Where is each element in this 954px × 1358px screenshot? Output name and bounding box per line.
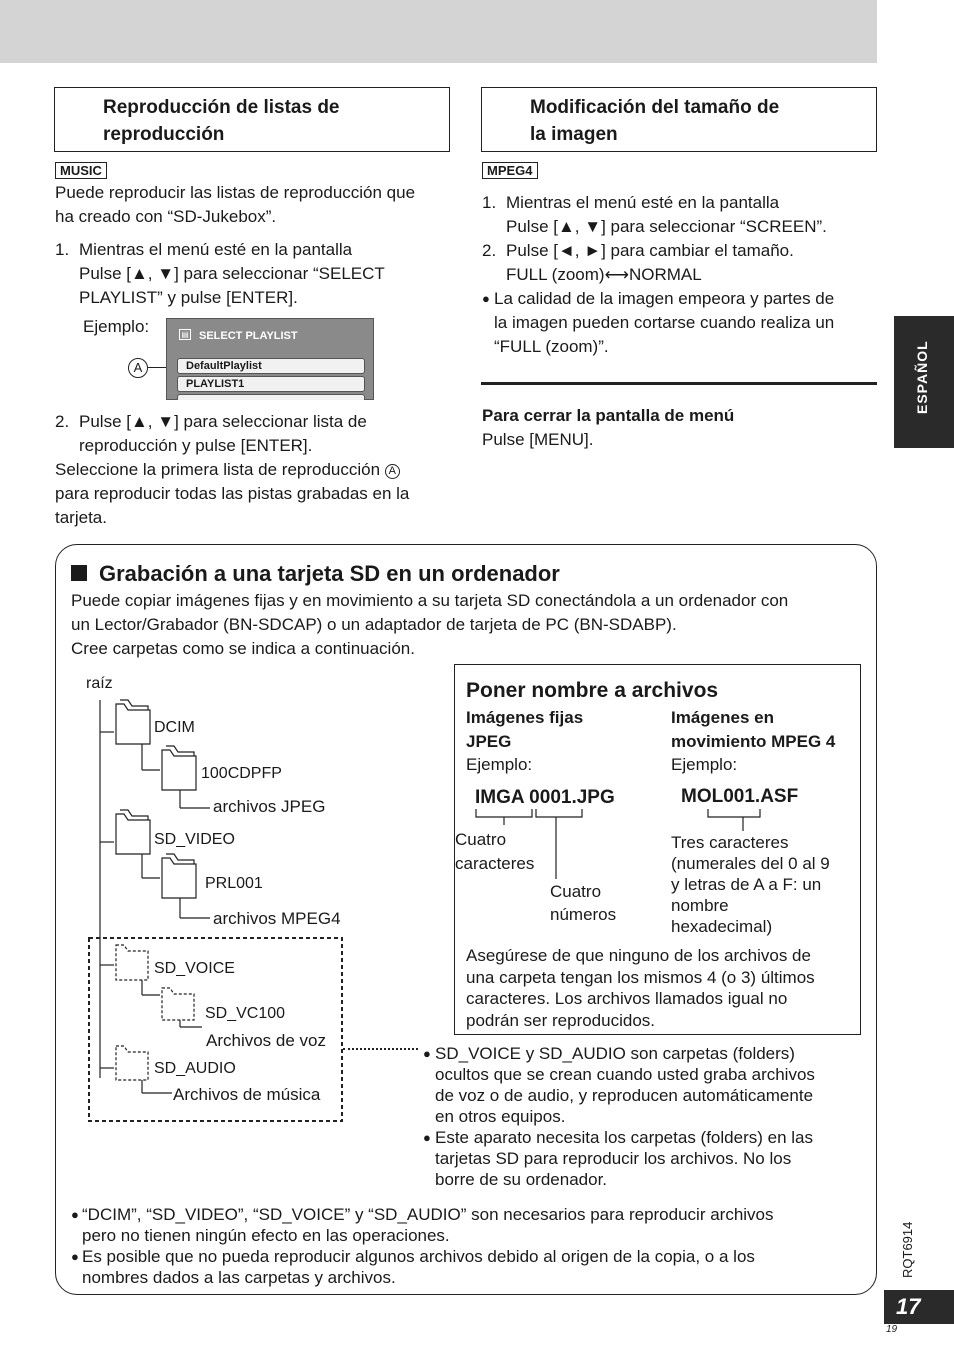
- text-line: “FULL (zoom)”.: [494, 337, 609, 356]
- playlist-intro: [55, 181, 415, 229]
- heading-line: Modificación del tamaño de: [530, 97, 780, 118]
- resize-heading: [481, 87, 877, 152]
- menu-item-default-playlist: DefaultPlaylist: [177, 358, 365, 374]
- text-line: SD_VOICE y SD_AUDIO son carpetas (folders): [435, 1044, 795, 1063]
- tree-mpeg4-files-label: archivos MPEG4: [213, 909, 341, 928]
- sub-page-number: 19: [886, 1324, 898, 1335]
- step-2-number: 2.: [55, 412, 70, 431]
- text-line: Cree carpetas como se indica a continuación.: [71, 639, 415, 658]
- text-line: para reproducir todas las pistas grabadas en la: [55, 484, 410, 503]
- close-menu-text: Pulse [MENU].: [482, 430, 594, 449]
- tree-sd-voice-label: SD_VOICE: [154, 960, 235, 977]
- bullet-icon: ●: [71, 1249, 79, 1264]
- sd-section-heading: [71, 560, 560, 588]
- tree-sd-video-label: SD_VIDEO: [154, 831, 235, 848]
- text-line: Pulse [▲, ▼] para seleccionar “SELECT: [79, 264, 385, 283]
- text-line: Mientras el menú esté en la pantalla: [506, 193, 780, 212]
- menu-item-partial: [177, 394, 365, 400]
- text-line: “DCIM”, “SD_VIDEO”, “SD_VOICE” y “SD_AUDIO” son necesarios para reproducir archivos: [82, 1205, 774, 1224]
- tree-sd-audio-label: SD_AUDIO: [154, 1060, 236, 1077]
- text-line: movimiento MPEG 4: [671, 732, 836, 751]
- movie-heading: [671, 706, 835, 754]
- bullet-icon: ●: [423, 1046, 431, 1061]
- double-arrow-icon: ⟷: [604, 265, 629, 284]
- header-bar: [0, 0, 877, 63]
- text-line: números: [550, 905, 617, 924]
- language-label: ESPAÑOL: [914, 340, 930, 414]
- text-line: Mientras el menú esté en la pantalla: [79, 240, 353, 259]
- tree-100cdpfp-label: 100CDPFP: [201, 765, 282, 782]
- playlist-icon: ▤: [179, 329, 191, 340]
- bullet-icon: ●: [71, 1207, 79, 1222]
- movie-filename-example: MOL001.ASF: [681, 786, 799, 807]
- text-line: Este aparato necesita los carpetas (folders) en las: [435, 1128, 813, 1147]
- resize-step-1-number: 1.: [482, 193, 497, 212]
- still-example-label: Ejemplo:: [466, 755, 533, 774]
- text-line: caracteres: [455, 854, 535, 873]
- text-line: un Lector/Grabador (BN-SDCAP) o un adaptador de tarjeta de PC (BN-SDABP).: [71, 615, 677, 634]
- hidden-folder-note-2: [423, 1127, 863, 1190]
- language-tab: [894, 316, 954, 448]
- text-line: caracteres. Los archivos llamados igual no: [466, 989, 788, 1008]
- text-line: Cuatro: [455, 830, 507, 849]
- four-numbers-label: [550, 880, 616, 926]
- step-1-text: [79, 238, 385, 310]
- text-line: podrán ser reproducidos.: [466, 1010, 656, 1030]
- step-1-number: 1.: [55, 240, 70, 259]
- heading-line: Reproducción de listas de: [103, 97, 340, 118]
- four-chars-label: [455, 828, 534, 876]
- text-line: Puede copiar imágenes fijas y en movimiento a su tarjeta SD conectándola a un ordenador con: [71, 591, 789, 610]
- tree-dcim-label: DCIM: [154, 719, 195, 736]
- tree-jpeg-files-label: archivos JPEG: [213, 797, 326, 816]
- text-line: y letras de A a F: un: [671, 875, 822, 894]
- hidden-folder-note-1: [423, 1043, 863, 1127]
- text-line: ocultos que se crean cuando usted graba archivos: [435, 1065, 815, 1084]
- naming-title: Poner nombre a archivos: [466, 679, 719, 702]
- resize-bullet: [482, 287, 872, 359]
- text-line: pero no tienen ningún efecto en las operaciones.: [82, 1226, 450, 1245]
- footer-note-1: [71, 1204, 861, 1246]
- page-number: 17: [884, 1290, 954, 1324]
- tree-music-files-label: Archivos de música: [173, 1085, 321, 1104]
- playlist-heading: [54, 87, 450, 152]
- text-line: borre de su ordenador.: [435, 1170, 608, 1189]
- text-line: ha creado con “SD-Jukebox”.: [55, 207, 277, 226]
- footer-note-2: [71, 1246, 861, 1288]
- movie-example-label: Ejemplo:: [671, 755, 738, 774]
- text-line: reproducción y pulse [ENTER].: [79, 436, 313, 455]
- bullet-icon: ●: [423, 1130, 431, 1145]
- sd-intro: [71, 589, 788, 661]
- menu-item-playlist1: PLAYLIST1: [177, 376, 365, 392]
- step-2-text: [79, 410, 367, 458]
- divider: [481, 382, 877, 385]
- resize-step-2-number: 2.: [482, 241, 497, 260]
- mpeg4-tag: MPEG4: [482, 162, 538, 179]
- text-line: PLAYLIST” y pulse [ENTER].: [79, 288, 298, 307]
- text-line: tarjetas SD para reproducir los archivos. No los: [435, 1149, 792, 1168]
- close-menu-heading: Para cerrar la pantalla de menú: [482, 406, 735, 425]
- text-line: Seleccione la primera lista de reproducción: [55, 460, 381, 479]
- text-line: Puede reproducir las listas de reproducción que: [55, 183, 416, 202]
- playlist-menu-screenshot: [166, 318, 374, 400]
- text-line: Imágenes en: [671, 708, 774, 727]
- text-line: tarjeta.: [55, 508, 107, 527]
- document-code: RQT6914: [900, 1221, 915, 1278]
- text-line: FULL (zoom): [506, 265, 605, 284]
- text-line: Cuatro: [550, 882, 602, 901]
- text-line: nombre: [671, 896, 729, 915]
- text-line: La calidad de la imagen empeora y partes de: [494, 289, 835, 308]
- text-line: Imágenes fijas: [466, 708, 584, 727]
- text-line: Es posible que no pueda reproducir algunos archivos debido al origen de la copia, o a los: [82, 1247, 755, 1266]
- tree-root-label: raíz: [86, 675, 113, 692]
- callout-a: A: [128, 358, 148, 378]
- callout-a-inline: A: [385, 464, 400, 479]
- text-line: la imagen pueden cortarse cuando realiza un: [494, 313, 835, 332]
- text-line: Tres caracteres: [671, 833, 789, 852]
- text-line: Pulse [▲, ▼] para seleccionar lista de: [79, 412, 367, 431]
- menu-title: SELECT PLAYLIST: [199, 330, 298, 342]
- dotted-connector: [343, 1048, 418, 1050]
- resize-step-1-text: [506, 191, 827, 239]
- square-bullet-icon: [71, 565, 87, 581]
- text-line: de voz o de audio, y reproducen automáticamente: [435, 1086, 814, 1105]
- text-line: Pulse [▲, ▼] para seleccionar “SCREEN”.: [506, 217, 827, 236]
- text-line: Asegúrese de que ninguno de los archivos de: [466, 946, 811, 965]
- text-line: en otros equipos.: [435, 1107, 566, 1126]
- example-label: Ejemplo:: [83, 317, 150, 336]
- text-line: JPEG: [466, 732, 512, 751]
- still-heading: [466, 706, 583, 754]
- bullet-icon: ●: [482, 291, 490, 306]
- still-filename-example: IMGA 0001.JPG: [475, 787, 615, 808]
- heading-line: la imagen: [530, 124, 618, 145]
- text-line: hexadecimal): [671, 917, 773, 936]
- text-line: Pulse [◄, ►] para cambiar el tamaño.: [506, 241, 794, 260]
- text-line: (numerales del 0 al 9: [671, 854, 830, 873]
- music-tag: MUSIC: [55, 162, 107, 179]
- text-line: NORMAL: [628, 265, 702, 284]
- heading-text: Grabación a una tarjeta SD en un ordenador: [99, 561, 560, 586]
- tree-prl001-label: PRL001: [205, 875, 263, 892]
- playlist-note: [55, 458, 409, 530]
- text-line: nombres dados a las carpetas y archivos.: [82, 1268, 396, 1287]
- heading-line: reproducción: [103, 124, 225, 145]
- resize-step-2-text: [506, 239, 794, 287]
- tree-sd-vc100-label: SD_VC100: [205, 1005, 286, 1022]
- text-line: una carpeta tengan los mismos 4 (o 3) últimos: [466, 967, 815, 987]
- three-chars-note: [671, 832, 830, 937]
- tree-voice-files-label: Archivos de voz: [206, 1031, 326, 1050]
- naming-warning: [466, 945, 815, 1031]
